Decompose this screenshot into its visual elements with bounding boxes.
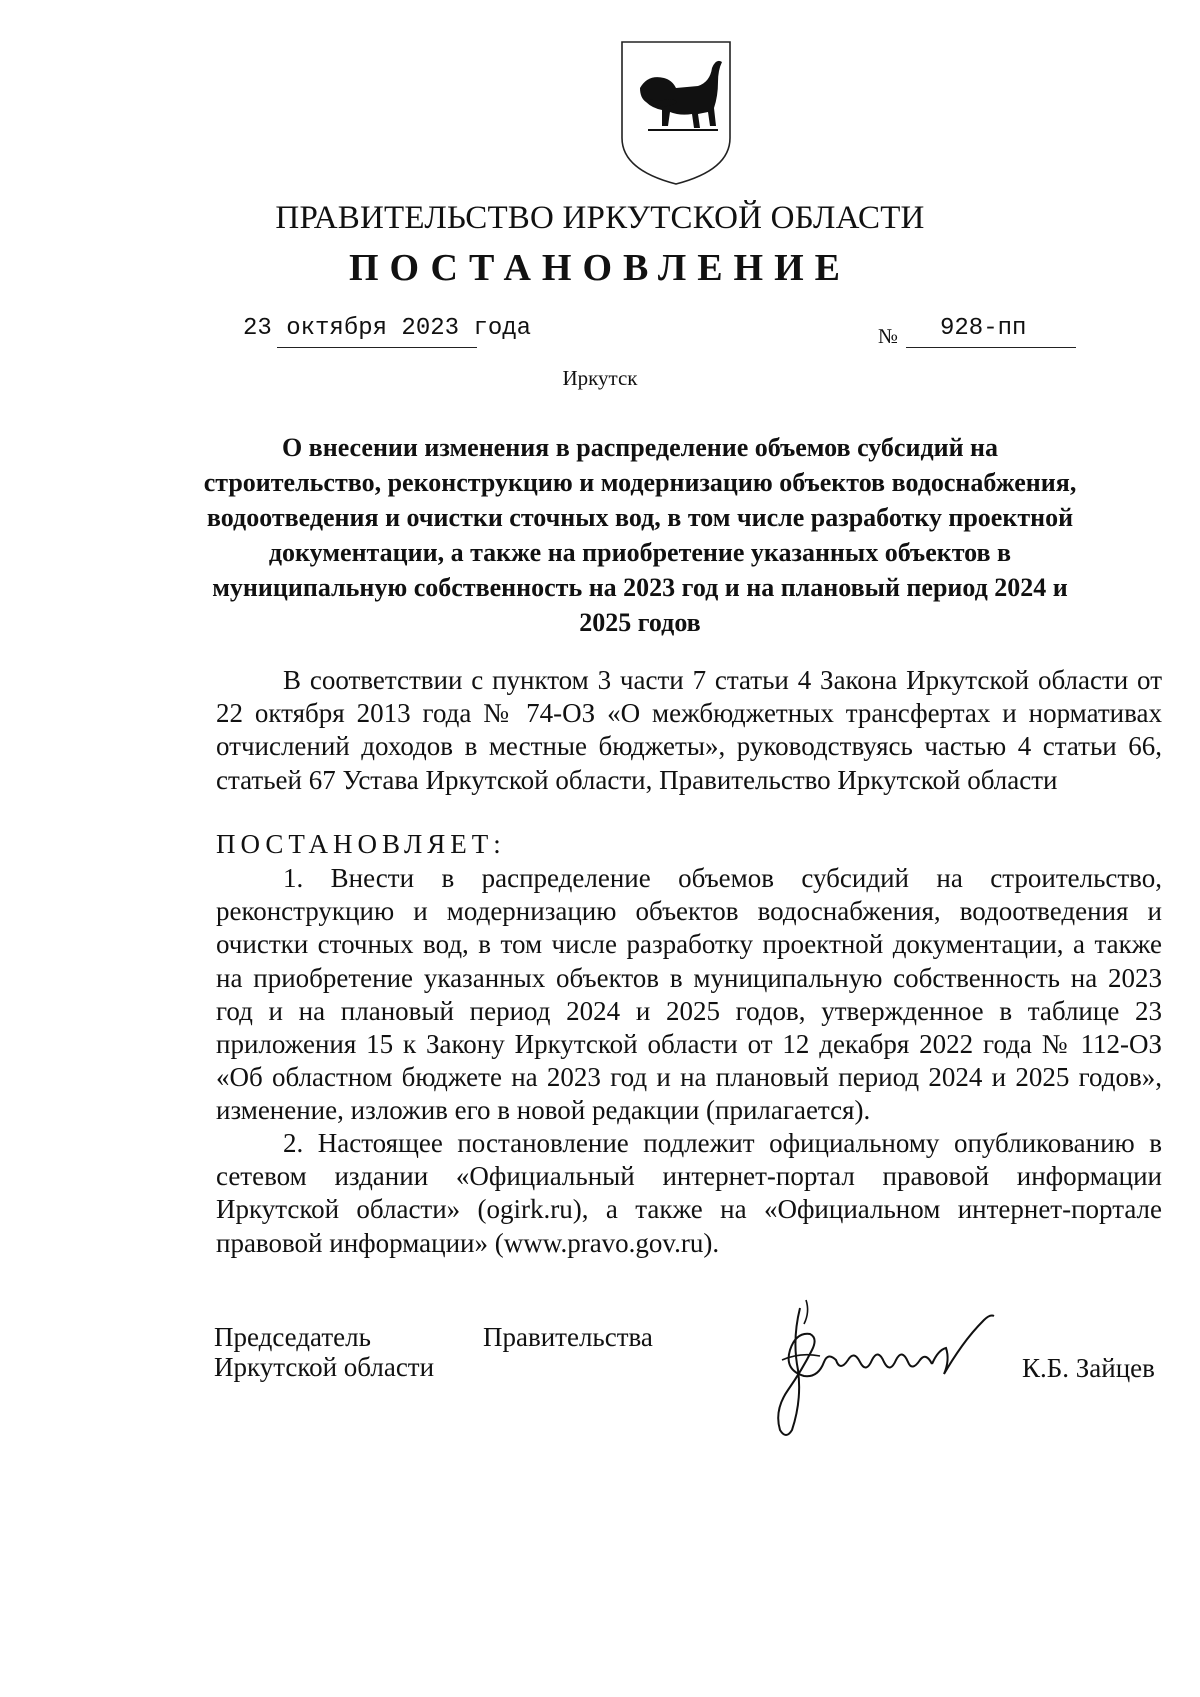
date-underline: [277, 347, 477, 348]
preamble-paragraph: [216, 664, 1162, 797]
decree-item-2: [216, 1127, 1162, 1260]
document-type-title: ПОСТАНОВЛЕНИЕ: [348, 247, 852, 289]
decree-item-1: [216, 862, 1162, 1128]
decree-item-1-text: 1. Внести в распределение объемов субсидий на строительство, реконструкцию и модернизацию объектов водоснабжения, водоотведения и очистки сточных вод, в том числе разработку проектной документации, а также на приобретение указанных объектов в муниципальную собственность на 2023 год и на плановый период 2024 и 2025 годов, утвержденное в таблице 23 приложения 15 к Закону Иркутской области от 12 декабря 2022 года № 112-ОЗ «Об областном бюджете на 2023 год и на плановый период 2024 и 2025 годов», изменение, изложив его в новой редакции (прилагается).: [216, 863, 1162, 1126]
signatory-name: К.Б. Зайцев: [1022, 1353, 1155, 1383]
document-date: 23 октября 2023 года: [243, 315, 532, 342]
coat-of-arms-emblem: [618, 38, 734, 188]
signatory-position-government: Правительства: [483, 1322, 653, 1352]
document-subject: О внесении изменения в распределение объемов субсидий на строительство, реконструкцию и модернизацию объектов водоснабжения, водоотведения и очистки сточных вод, в том числе разработку проектной документации, а также на приобретение указанных объектов в муниципальную собственность на 2023 год и на плановый период 2024 и 2025 годов: [203, 433, 1077, 637]
decree-word: ПОСТАНОВЛЯЕТ:: [216, 829, 506, 859]
signatory-position-line2: Иркутской области: [214, 1352, 435, 1382]
number-sign: №: [878, 324, 899, 348]
city-name: Иркутск: [562, 366, 638, 390]
preamble-text: В соответствии с пунктом 3 части 7 статьи 4 Закона Иркутской области от 22 октября 2013 года № 74-ОЗ «О межбюджетных трансфертах и нормативах отчислений доходов в местные бюджеты», руководствуясь частью 4 статьи 66, статьей 67 Устава Иркутской области, Правительство Иркутской области: [216, 665, 1162, 795]
document-number: 928-пп: [940, 315, 1027, 342]
decree-item-2-text: 2. Настоящее постановление подлежит официальному опубликованию в сетевом издании «Официальный интернет-портал правовой информации Иркутской области» (ogirk.ru), а также на «Официальном интернет-портале правовой информации» (www.pravo.gov.ru).: [216, 1128, 1162, 1258]
signatory-position-line1: Председатель: [214, 1322, 371, 1352]
handwritten-signature: [740, 1290, 1020, 1450]
number-underline: [906, 347, 1076, 348]
government-title: ПРАВИТЕЛЬСТВО ИРКУТСКОЙ ОБЛАСТИ: [275, 200, 925, 236]
